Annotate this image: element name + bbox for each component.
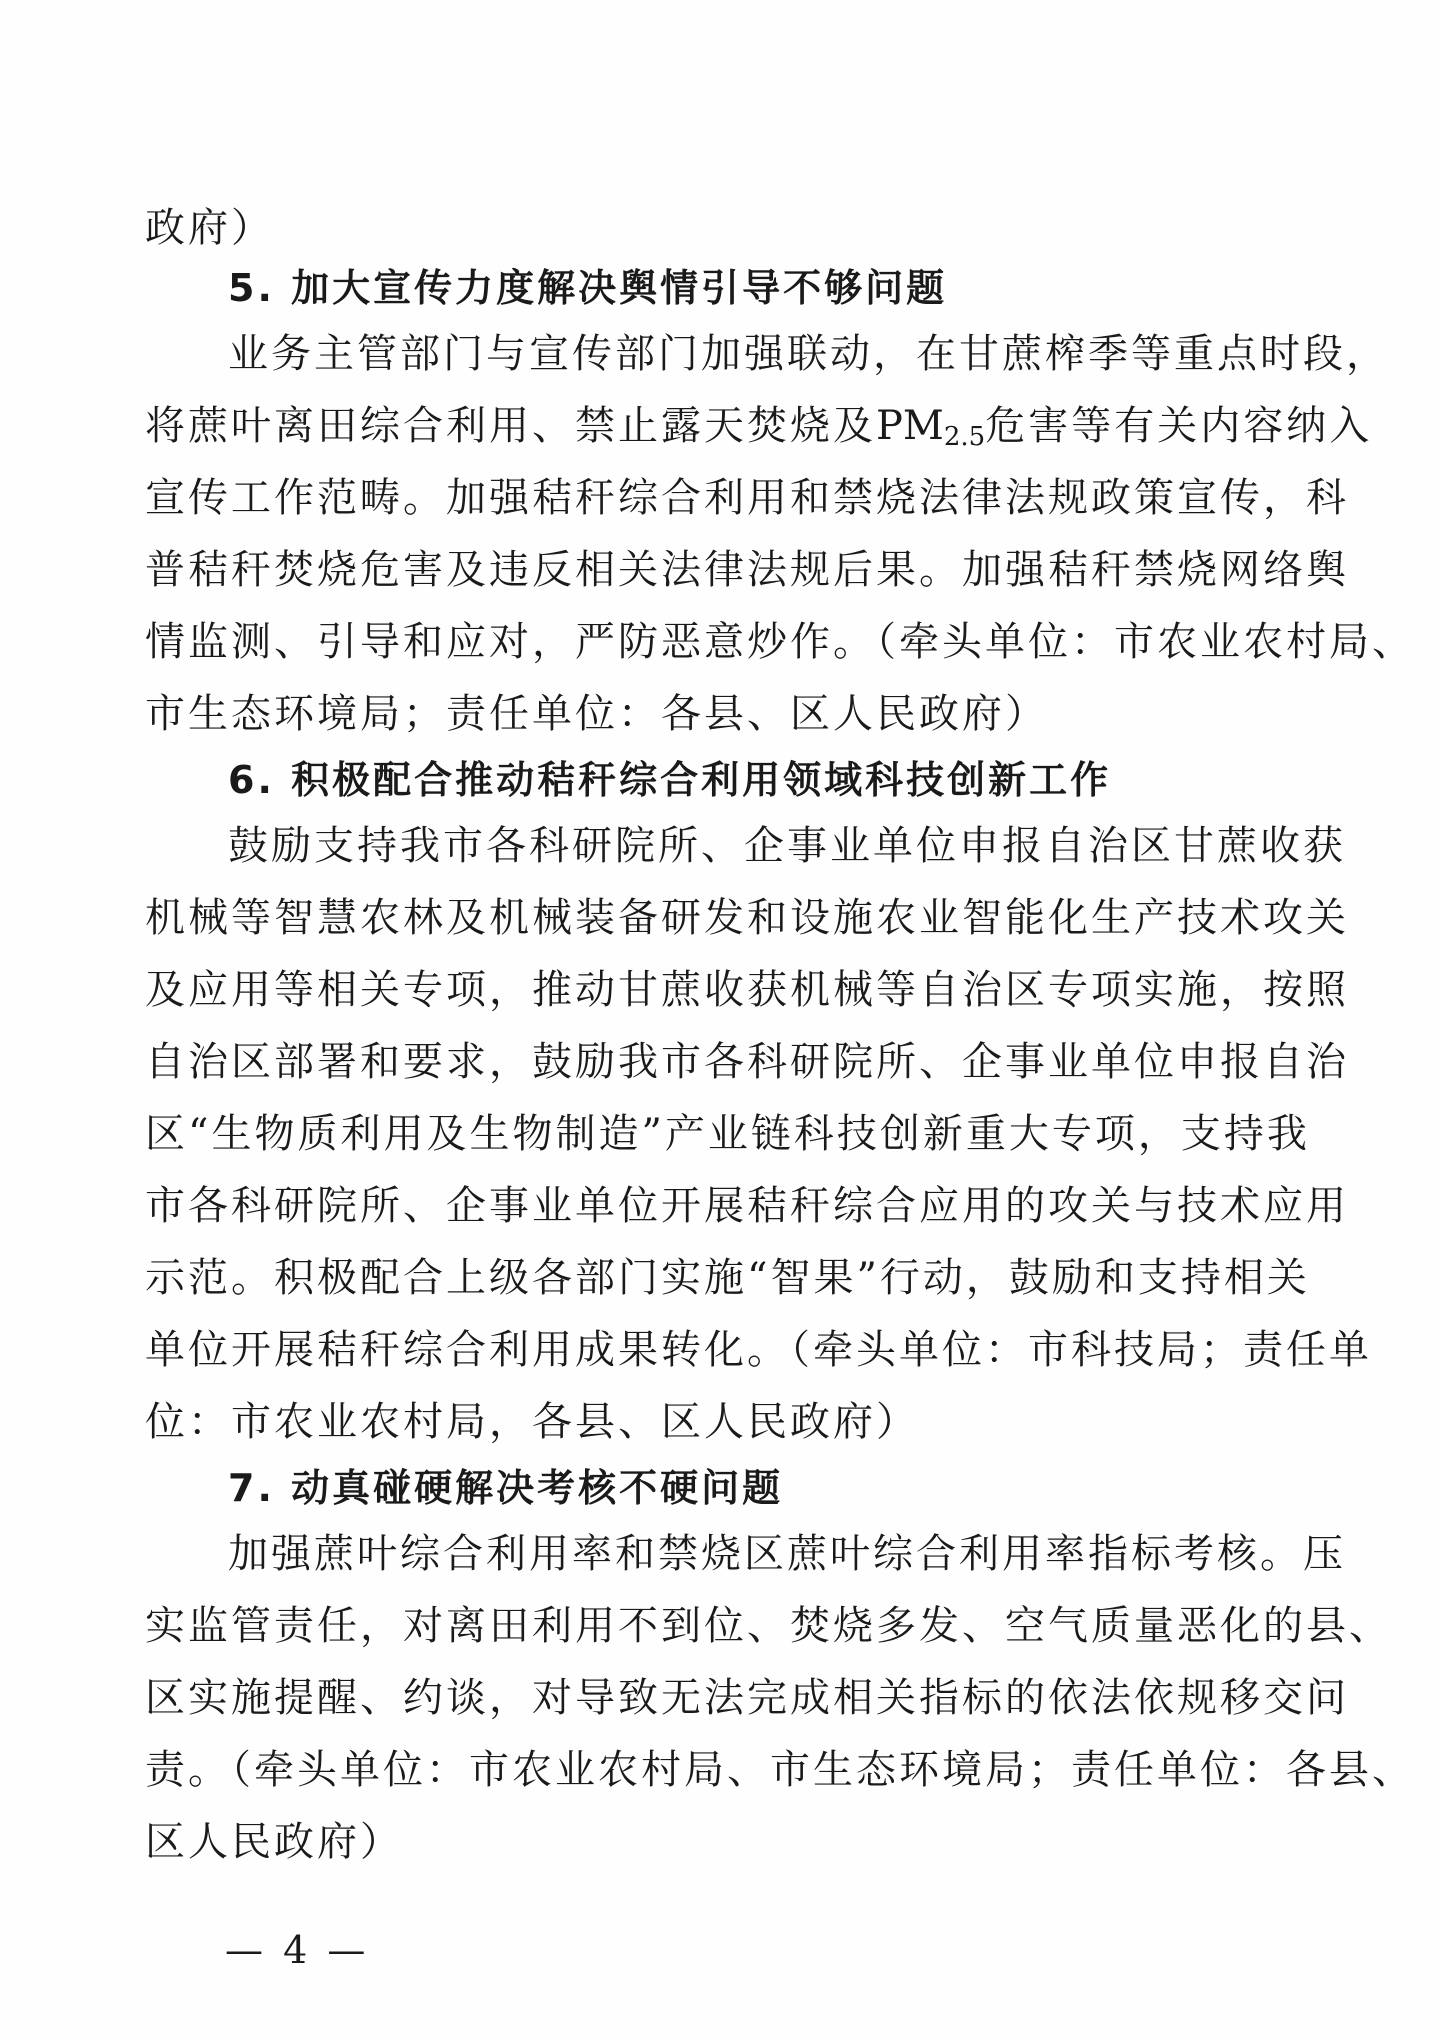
text-line: 示范。积极配合上级各部门实施“智果”行动，鼓励和支持相关 <box>145 1255 1310 1301</box>
text-line: 单位开展秸秆综合利用成果转化。（牵头单位：市科技局；责任单 <box>145 1327 1372 1373</box>
text-line: 普秸秆焚烧危害及违反相关法律法规后果。加强秸秆禁烧网络舆 <box>145 547 1349 593</box>
text-line: 情监测、引导和应对，严防恶意炒作。（牵头单位：市农业农村局、 <box>145 619 1415 665</box>
text-line: 实监管责任，对离田利用不到位、焚烧多发、空气质量恶化的县、 <box>145 1603 1392 1649</box>
page-number: — 4 — <box>225 1928 370 1972</box>
section-heading-5: 5. 加大宣传力度解决舆情引导不够问题 <box>228 266 948 310</box>
text-line: 及应用等相关专项，推动甘蔗收获机械等自治区专项实施，按照 <box>145 967 1349 1013</box>
text-line: 政府） <box>145 205 274 251</box>
text-line: 机械等智慧农林及机械装备研发和设施农业智能化生产技术攻关 <box>145 895 1349 941</box>
pm-label: PM <box>876 403 944 449</box>
text-line: 责。（牵头单位：市农业农村局、市生态环境局；责任单位：各县、 <box>145 1747 1415 1793</box>
text-line-pm25 <box>145 400 1373 463</box>
text-line: 鼓励支持我市各科研院所、企事业单位申报自治区甘蔗收获 <box>228 823 1346 869</box>
section-heading-6: 6. 积极配合推动秸秆综合利用领域科技创新工作 <box>228 758 1112 802</box>
section-heading-7: 7. 动真碰硬解决考核不硬问题 <box>228 1466 784 1510</box>
text-segment: 危害等有关内容纳入 <box>985 403 1373 449</box>
pm-subscript: 2.5 <box>943 422 986 452</box>
text-line: 自治区部署和要求，鼓励我市各科研院所、企事业单位申报自治 <box>145 1039 1349 1085</box>
text-line: 位：市农业农村局，各县、区人民政府） <box>145 1399 919 1445</box>
text-line: 业务主管部门与宣传部门加强联动，在甘蔗榨季等重点时段， <box>228 331 1389 377</box>
text-line: 区实施提醒、约谈，对导致无法完成相关指标的依法依规移交问 <box>145 1675 1349 1721</box>
text-segment: 将蔗叶离田综合利用、禁止露天焚烧及 <box>145 403 876 449</box>
text-line: 市生态环境局；责任单位：各县、区人民政府） <box>145 691 1048 737</box>
text-line: 宣传工作范畴。加强秸秆综合利用和禁烧法律法规政策宣传，科 <box>145 475 1349 521</box>
text-line: 市各科研院所、企事业单位开展秸秆综合应用的攻关与技术应用 <box>145 1183 1349 1229</box>
text-line: 区人民政府） <box>145 1819 403 1865</box>
text-line: 区“生物质利用及生物制造”产业链科技创新重大专项，支持我 <box>145 1111 1310 1157</box>
text-line: 加强蔗叶综合利用率和禁烧区蔗叶综合利用率指标考核。压 <box>228 1531 1346 1577</box>
